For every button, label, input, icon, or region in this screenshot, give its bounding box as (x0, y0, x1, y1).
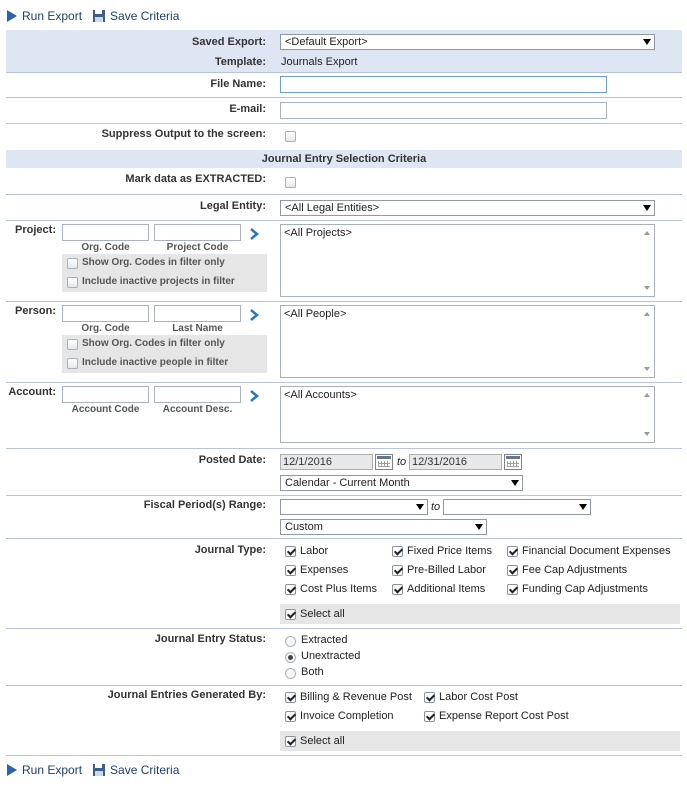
divider (6, 495, 682, 496)
saved-export-label: Saved Export: (192, 36, 266, 48)
journal-type-checkbox[interactable] (507, 546, 518, 557)
person-last-name-input[interactable] (154, 305, 241, 322)
project-inactive-checkbox[interactable] (67, 277, 78, 288)
scroll-down-icon[interactable] (644, 367, 650, 371)
account-code-caption: Account Code (71, 404, 140, 415)
person-inactive-checkbox[interactable] (67, 358, 78, 369)
save-criteria-button[interactable]: Save Criteria (92, 763, 179, 777)
divider (6, 685, 682, 686)
project-code-caption: Project Code (166, 242, 229, 253)
person-list-item[interactable]: <All People> (284, 308, 347, 320)
account-label: Account: (8, 386, 56, 398)
generated-by-select-all-checkbox[interactable] (285, 736, 296, 747)
file-name-input[interactable] (280, 76, 607, 93)
generated-by-option: Expense Report Cost Post (439, 710, 569, 722)
divider (6, 72, 682, 73)
play-icon (6, 763, 18, 777)
project-inactive-label: Include inactive projects in filter (82, 276, 235, 287)
posted-date-to[interactable]: 12/31/2016 (409, 454, 502, 470)
project-show-org-checkbox[interactable] (67, 258, 78, 269)
scroll-down-icon[interactable] (644, 286, 650, 290)
fiscal-from-select[interactable] (280, 499, 428, 515)
divider (6, 123, 682, 124)
account-desc-caption: Account Desc. (162, 404, 233, 415)
generated-by-checkbox[interactable] (285, 711, 296, 722)
journal-type-checkbox[interactable] (285, 546, 296, 557)
person-inactive-label: Include inactive people in filter (82, 357, 229, 368)
journal-type-select-all-label: Select all (300, 608, 345, 620)
email-input[interactable] (280, 102, 607, 119)
journal-type-option: Pre-Billed Labor (407, 564, 486, 576)
project-code-input[interactable] (154, 224, 241, 241)
journal-type-select-all-checkbox[interactable] (285, 609, 296, 620)
template-value: Journals Export (281, 56, 358, 68)
journal-type-option: Fixed Price Items (407, 545, 492, 557)
suppress-label: Suppress Output to the screen: (101, 128, 266, 140)
chevron-right-icon[interactable] (249, 390, 259, 402)
project-label: Project: (15, 224, 56, 236)
play-icon (6, 9, 18, 23)
posted-date-label: Posted Date: (198, 454, 266, 466)
journal-type-option: Fee Cap Adjustments (522, 564, 628, 576)
generated-by-option: Billing & Revenue Post (300, 691, 412, 703)
generated-by-label: Journal Entries Generated By: (107, 689, 266, 701)
legal-entity-select[interactable]: <All Legal Entities> (280, 200, 655, 216)
generated-by-checkbox[interactable] (285, 692, 296, 703)
project-show-org-label: Show Org. Codes in filter only (82, 257, 225, 268)
divider (6, 301, 682, 302)
divider (6, 97, 682, 98)
fiscal-to-select[interactable] (443, 499, 591, 515)
divider (6, 755, 682, 756)
template-label: Template: (214, 56, 266, 68)
saved-export-select[interactable]: <Default Export> (280, 34, 655, 50)
journal-type-checkbox[interactable] (285, 584, 296, 595)
posted-date-from[interactable]: 12/1/2016 (280, 454, 373, 470)
journal-type-checkbox[interactable] (392, 565, 403, 576)
person-show-org-label: Show Org. Codes in filter only (82, 338, 225, 349)
posted-date-range-select[interactable]: Calendar - Current Month (280, 475, 523, 491)
email-label: E-mail: (229, 103, 266, 115)
fiscal-to-label: to (431, 501, 441, 513)
scroll-up-icon[interactable] (644, 312, 650, 316)
generated-by-checkbox[interactable] (424, 692, 435, 703)
scroll-down-icon[interactable] (644, 432, 650, 436)
divider (6, 382, 682, 383)
mark-extracted-checkbox[interactable] (285, 177, 296, 188)
run-export-button[interactable]: Run Export (6, 763, 82, 777)
fiscal-range-select[interactable]: Custom (280, 519, 487, 535)
journal-type-option: Funding Cap Adjustments (522, 583, 648, 595)
divider (6, 448, 682, 449)
person-label: Person: (15, 305, 56, 317)
journal-type-option: Financial Document Expenses (522, 545, 671, 557)
scroll-up-icon[interactable] (644, 231, 650, 235)
fiscal-period-label: Fiscal Period(s) Range: (143, 499, 266, 511)
person-last-name-caption: Last Name (172, 323, 223, 334)
posted-date-to-label: to (397, 456, 407, 468)
status-option: Unextracted (301, 650, 361, 662)
chevron-right-icon[interactable] (249, 309, 259, 321)
status-both-radio[interactable] (285, 668, 296, 679)
journal-type-option: Cost Plus Items (300, 583, 378, 595)
account-list-item[interactable]: <All Accounts> (284, 389, 357, 401)
project-list-item[interactable]: <All Projects> (284, 227, 352, 239)
file-name-label: File Name: (210, 78, 266, 90)
journal-type-checkbox[interactable] (507, 584, 518, 595)
account-code-input[interactable] (62, 386, 149, 403)
generated-by-option: Labor Cost Post (439, 691, 518, 703)
scroll-up-icon[interactable] (644, 393, 650, 397)
person-org-code-input[interactable] (62, 305, 149, 322)
divider (6, 220, 682, 221)
project-list[interactable] (280, 224, 655, 297)
journal-status-label: Journal Entry Status: (154, 633, 266, 645)
calendar-icon[interactable] (504, 454, 522, 470)
bottom-toolbar (6, 760, 189, 780)
section-title: Journal Entry Selection Criteria (261, 153, 427, 165)
journal-type-checkbox[interactable] (285, 565, 296, 576)
status-unextracted-radio[interactable] (285, 652, 296, 663)
divider (6, 194, 682, 195)
calendar-icon[interactable] (375, 454, 393, 470)
journal-type-option: Expenses (300, 564, 349, 576)
floppy-disk-icon (92, 763, 106, 777)
legal-entity-label: Legal Entity: (199, 200, 266, 212)
journal-type-checkbox[interactable] (507, 565, 518, 576)
person-list[interactable] (280, 305, 655, 378)
divider (6, 628, 682, 629)
status-option: Both (301, 666, 324, 678)
status-extracted-radio[interactable] (285, 636, 296, 647)
person-show-org-checkbox[interactable] (67, 339, 78, 350)
generated-by-select-all-label: Select all (300, 735, 345, 747)
project-org-code-input[interactable] (62, 224, 149, 241)
top-toolbar (6, 6, 189, 26)
floppy-disk-icon (92, 9, 106, 23)
divider (6, 538, 682, 539)
project-org-code-caption: Org. Code (81, 242, 130, 253)
run-export-button[interactable]: Run Export (6, 9, 82, 23)
account-list[interactable] (280, 386, 655, 443)
journal-type-option: Additional Items (407, 583, 486, 595)
journal-type-label: Journal Type: (194, 544, 266, 556)
save-criteria-button[interactable]: Save Criteria (92, 9, 179, 23)
status-option: Extracted (301, 634, 348, 646)
journal-type-option: Labor (300, 545, 329, 557)
person-org-code-caption: Org. Code (81, 323, 130, 334)
chevron-right-icon[interactable] (249, 228, 259, 240)
account-desc-input[interactable] (154, 386, 241, 403)
journal-type-checkbox[interactable] (392, 546, 403, 557)
journal-type-checkbox[interactable] (392, 584, 403, 595)
generated-by-checkbox[interactable] (424, 711, 435, 722)
mark-extracted-label: Mark data as EXTRACTED: (125, 173, 266, 185)
generated-by-option: Invoice Completion (300, 710, 394, 722)
suppress-checkbox[interactable] (285, 131, 296, 142)
